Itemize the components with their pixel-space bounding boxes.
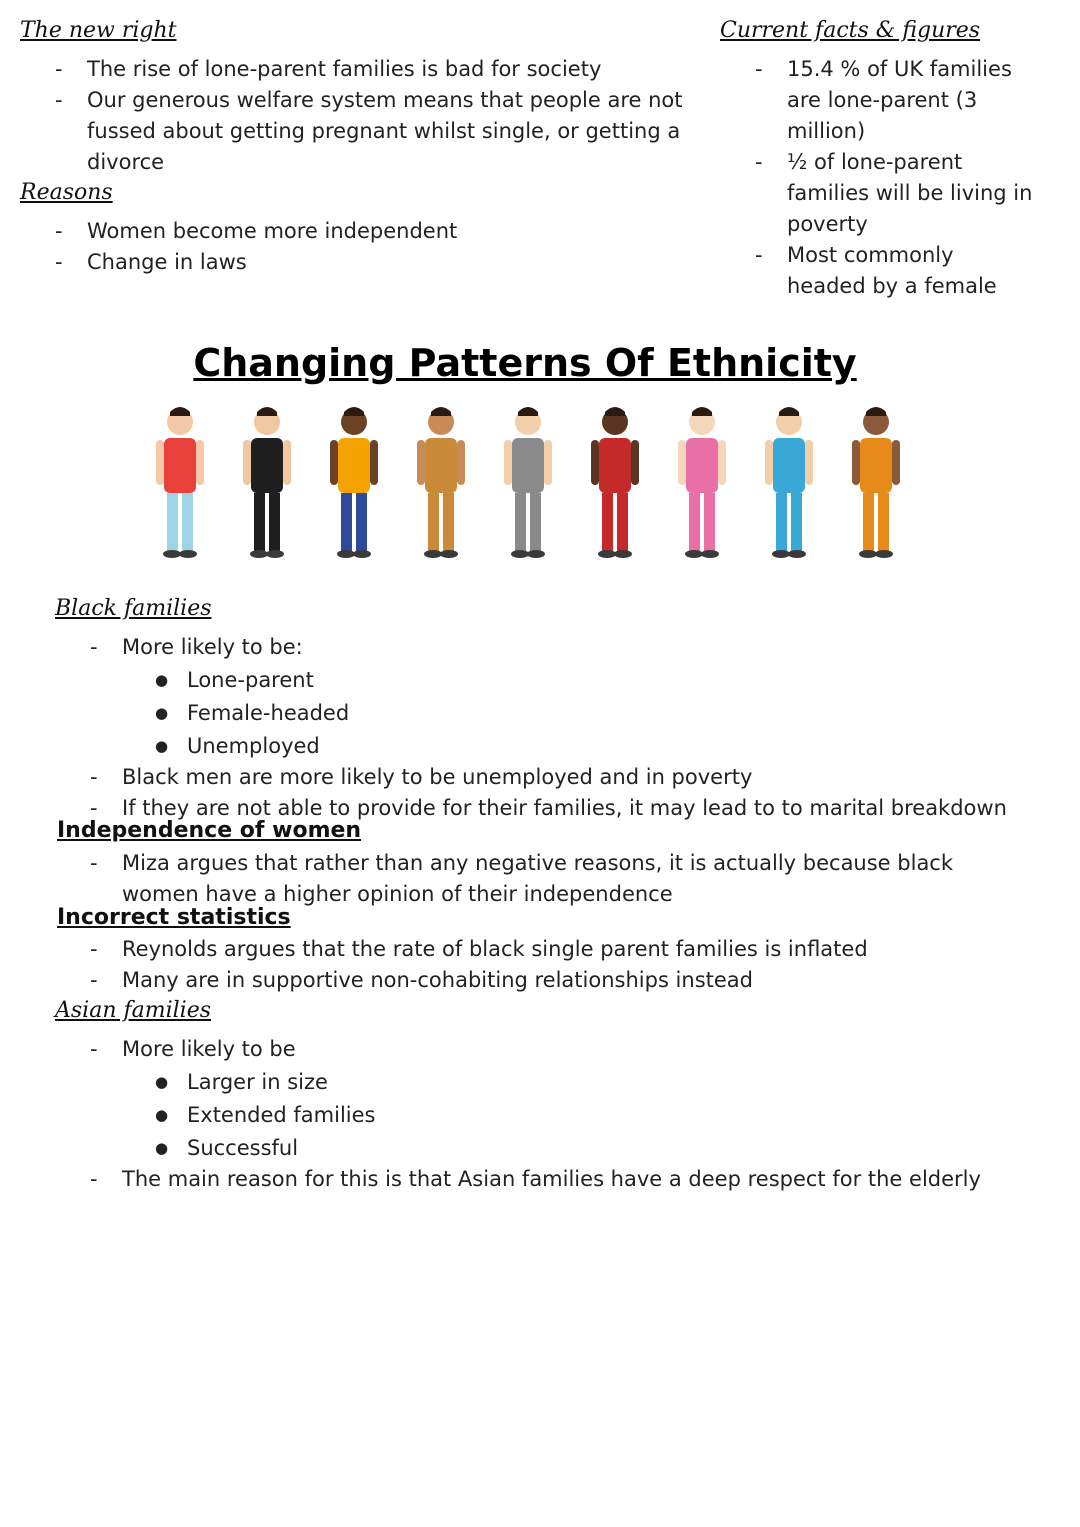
black-families-heading: Black families [55,596,212,621]
list-item: - Our generous welfare system means that people are not fussed about getting pregnant whilst single, or getting a divorce [55,85,695,178]
ethnicity-people-illustration [150,400,910,565]
reasons-heading: Reasons [20,180,113,205]
person-figure [852,407,900,558]
list-item: - Many are in supportive non-cohabiting relationships instead [90,965,1050,996]
bullet-item: ● Lone-parent [155,665,1050,696]
person-figure [417,407,465,558]
facts-heading: Current facts & figures [720,18,981,43]
bullet-item: ● Successful [155,1133,1050,1164]
list-item: - The main reason for this is that Asian families have a deep respect for the elderly [90,1164,1050,1195]
list-item: - If they are not able to provide for their families, it may lead to to marital breakdown [90,793,1050,824]
page-title: Changing Patterns Of Ethnicity [193,341,857,385]
independence-list [90,848,1010,910]
black-families-list [90,632,1050,824]
person-figure [156,407,204,558]
incorrect-heading: Incorrect statistics [57,905,291,930]
list-item: - Most commonly headed by a female [755,240,1035,302]
bullet-item: ● Extended families [155,1100,1050,1131]
list-item: - Black men are more likely to be unemployed and in poverty [90,762,1050,793]
asian-families-heading: Asian families [55,998,212,1023]
list-item: - More likely to be: [90,632,1050,663]
list-item: - 15.4 % of UK families are lone-parent (3 million) [755,54,1035,147]
list-item: - The rise of lone-parent families is bad for society [55,54,695,85]
list-item: - ½ of lone-parent families will be living in poverty [755,147,1035,240]
list-item: - More likely to be [90,1034,1050,1065]
independence-heading: Independence of women [57,818,362,843]
incorrect-list [90,934,1050,996]
new-right-list [55,54,695,178]
list-item: - Reynolds argues that the rate of black single parent families is inflated [90,934,1050,965]
bullet-item: ● Larger in size [155,1067,1050,1098]
person-figure [243,407,291,558]
facts-list [755,54,1035,302]
list-item: - Women become more independent [55,216,695,247]
new-right-heading: The new right [20,18,177,43]
person-figure [504,407,552,558]
bullet-item: ● Unemployed [155,731,1050,762]
person-figure [678,407,726,558]
reasons-list [55,216,695,278]
person-figure [591,407,639,558]
bullet-item: ● Female-headed [155,698,1050,729]
list-item: - Change in laws [55,247,695,278]
person-figure [330,407,378,558]
asian-families-list [90,1034,1050,1195]
list-item: - Miza argues that rather than any negative reasons, it is actually because black women have a higher opinion of their independence [90,848,1010,910]
person-figure [765,407,813,558]
